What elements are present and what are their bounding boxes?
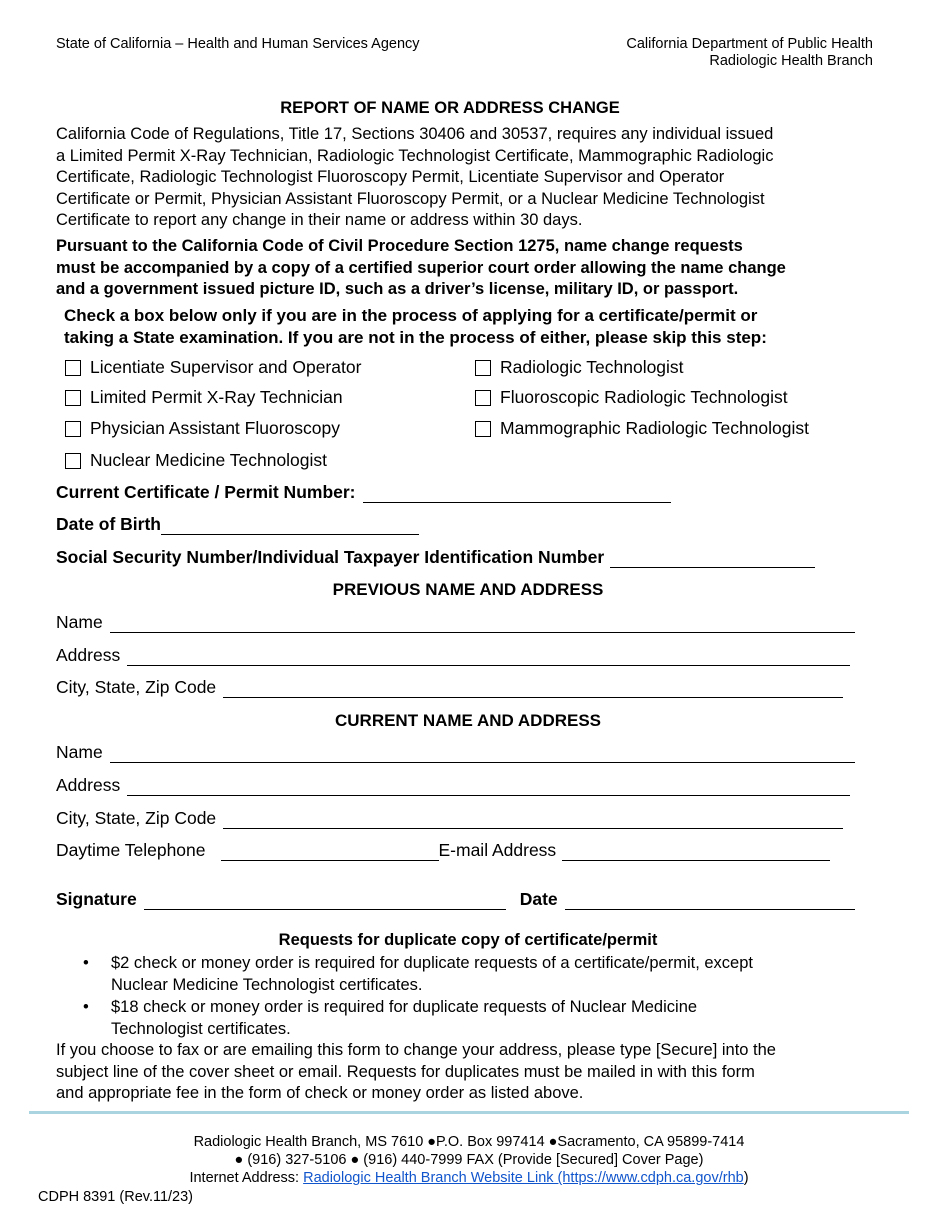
- previous-heading: PREVIOUS NAME AND ADDRESS: [332, 580, 604, 599]
- agency-header: State of California – Health and Human Services Agency: [56, 36, 420, 52]
- ssn-label: Social Security Number/Individual Taxpayer Identification Number: [56, 547, 605, 567]
- ssn-input[interactable]: [610, 547, 815, 568]
- footer-address: Radiologic Health Branch, MS 7610 ●P.O. Box 997414 ●Sacramento, CA 95899-7414: [193, 1134, 745, 1150]
- checkbox-option-physician-assistant[interactable]: [65, 418, 340, 439]
- bullet-text: Technologist certificates.: [111, 1019, 291, 1038]
- checkbox-label: Radiologic Technologist: [500, 357, 684, 377]
- fax-line: and appropriate fee in the form of check or money order as listed above.: [56, 1084, 584, 1102]
- current-name-input[interactable]: [110, 742, 855, 763]
- date-input[interactable]: [565, 889, 855, 910]
- checkbox-label: Fluoroscopic Radiologic Technologist: [500, 387, 788, 407]
- fax-paragraph: [56, 1040, 936, 1105]
- signature-label: Signature: [56, 889, 137, 909]
- bullet-text: Nuclear Medicine Technologist certificates.: [111, 975, 423, 994]
- list-item: [56, 997, 916, 1040]
- checkbox-option-fluoroscopic[interactable]: [475, 387, 788, 408]
- email-input[interactable]: [562, 840, 830, 861]
- previous-name-label: Name: [56, 612, 103, 632]
- phone-input[interactable]: [221, 840, 439, 861]
- fax-line: If you choose to fax or are emailing this form to change your address, please type [Secure] into the: [56, 1041, 776, 1059]
- checkbox-label: Physician Assistant Fluoroscopy: [90, 418, 340, 438]
- department-header: [626, 36, 873, 70]
- previous-city-input[interactable]: [223, 677, 843, 698]
- previous-address-row: [56, 645, 850, 666]
- previous-name-input[interactable]: [110, 612, 855, 633]
- current-city-row: [56, 808, 843, 829]
- intro-line: Certificate or Permit, Physician Assistant Fluoroscopy Permit, or a Nuclear Medicine Technologist: [56, 189, 765, 208]
- cert-number-label: Current Certificate / Permit Number:: [56, 482, 356, 502]
- intro-line: Certificate, Radiologic Technologist Fluoroscopy Permit, Licentiate Supervisor and Operator: [56, 168, 725, 186]
- current-city-input[interactable]: [223, 808, 843, 829]
- checkbox-option-radiologic-technologist[interactable]: [475, 357, 684, 378]
- branch-name: Radiologic Health Branch: [709, 53, 873, 69]
- checkbox-label: Nuclear Medicine Technologist: [90, 450, 328, 470]
- checkbox-option-nuclear-medicine[interactable]: [65, 450, 327, 471]
- phone-label: Daytime Telephone: [56, 840, 206, 860]
- intro-line: California Code of Regulations, Title 17, Sections 30406 and 30537, requires any individual issued: [56, 125, 774, 143]
- department-name: California Department of Public Health: [626, 36, 873, 52]
- footer-internet: [0, 1169, 938, 1187]
- checkbox[interactable]: [65, 360, 81, 376]
- previous-name-row: [56, 612, 855, 633]
- checkbox[interactable]: [65, 421, 81, 437]
- current-heading: CURRENT NAME AND ADDRESS: [334, 711, 602, 730]
- checkbox[interactable]: [475, 390, 491, 406]
- checkbox-label: Limited Permit X-Ray Technician: [90, 387, 343, 407]
- checkbox[interactable]: [475, 360, 491, 376]
- bullet-icon: •: [83, 954, 89, 972]
- intro-line: a Limited Permit X-Ray Technician, Radiologic Technologist Certificate, Mammographic Radiologic: [56, 146, 774, 165]
- checkbox-option-mammographic[interactable]: [475, 418, 809, 439]
- website-link[interactable]: Radiologic Health Branch Website Link (https://www.cdph.ca.gov/rhb: [303, 1170, 744, 1186]
- form-number: CDPH 8391 (Rev.11/23): [38, 1189, 194, 1205]
- signature-row: [56, 889, 855, 910]
- pursuant-line: and a government issued picture ID, such as a driver’s license, military ID, or passport.: [56, 280, 739, 298]
- pursuant-paragraph: [56, 236, 936, 301]
- previous-city-label: City, State, Zip Code: [56, 677, 217, 697]
- current-address-row: [56, 775, 850, 796]
- footer-divider: [29, 1111, 909, 1114]
- current-address-input[interactable]: [127, 775, 850, 796]
- email-label: E-mail Address: [438, 840, 557, 860]
- date-label: Date: [519, 889, 558, 909]
- internet-label: Internet Address:: [189, 1170, 304, 1186]
- contact-row: [56, 840, 830, 861]
- duplicates-list: [56, 953, 916, 1040]
- check-line: Check a box below only if you are in the process of applying for a certificate/permit or: [64, 306, 758, 325]
- current-name-label: Name: [56, 742, 103, 762]
- bullet-icon: •: [83, 998, 89, 1016]
- link-close-paren: ): [743, 1170, 749, 1186]
- pursuant-line: Pursuant to the California Code of Civil Procedure Section 1275, name change requests: [56, 237, 743, 255]
- checkbox[interactable]: [65, 453, 81, 469]
- cert-number-row: [56, 482, 671, 503]
- footer-phone: ● (916) 327-5106 ● (916) 440-7999 FAX (Provide [Secured] Cover Page): [234, 1152, 704, 1168]
- current-address-label: Address: [56, 775, 121, 795]
- form-title: REPORT OF NAME OR ADDRESS CHANGE: [280, 99, 620, 117]
- checkbox-option-licentiate[interactable]: [65, 357, 361, 378]
- dob-row: [56, 514, 419, 535]
- previous-address-label: Address: [56, 645, 121, 665]
- list-item: [56, 953, 916, 996]
- previous-city-row: [56, 677, 843, 698]
- check-line: taking a State examination. If you are not in the process of either, please skip this step:: [64, 327, 767, 347]
- previous-address-input[interactable]: [127, 645, 850, 666]
- dob-input[interactable]: [161, 514, 419, 535]
- ssn-row: [56, 547, 815, 568]
- bullet-text: $18 check or money order is required for duplicate requests of Nuclear Medicine: [111, 998, 698, 1016]
- intro-line: Certificate to report any change in their name or address within 30 days.: [56, 211, 583, 229]
- signature-input[interactable]: [144, 889, 506, 910]
- current-name-row: [56, 742, 855, 763]
- pursuant-line: must be accompanied by a copy of a certified superior court order allowing the name change: [56, 258, 786, 277]
- duplicates-heading: Requests for duplicate copy of certificate/permit: [278, 931, 658, 949]
- checkbox-label: Mammographic Radiologic Technologist: [500, 418, 810, 438]
- checkbox[interactable]: [475, 421, 491, 437]
- current-city-label: City, State, Zip Code: [56, 808, 217, 828]
- fax-line: subject line of the cover sheet or email. Requests for duplicates must be mailed in with this form: [56, 1062, 755, 1081]
- checkbox-label: Licentiate Supervisor and Operator: [90, 357, 362, 377]
- bullet-text: $2 check or money order is required for duplicate requests of a certificate/permit, except: [111, 954, 753, 972]
- checkbox-option-limited-permit[interactable]: [65, 387, 343, 408]
- checkbox[interactable]: [65, 390, 81, 406]
- dob-label: Date of Birth: [56, 514, 161, 534]
- footer-contact: [0, 1133, 938, 1187]
- checkbox-instructions: [64, 305, 934, 348]
- cert-number-input[interactable]: [363, 482, 671, 503]
- intro-paragraph: [56, 124, 936, 232]
